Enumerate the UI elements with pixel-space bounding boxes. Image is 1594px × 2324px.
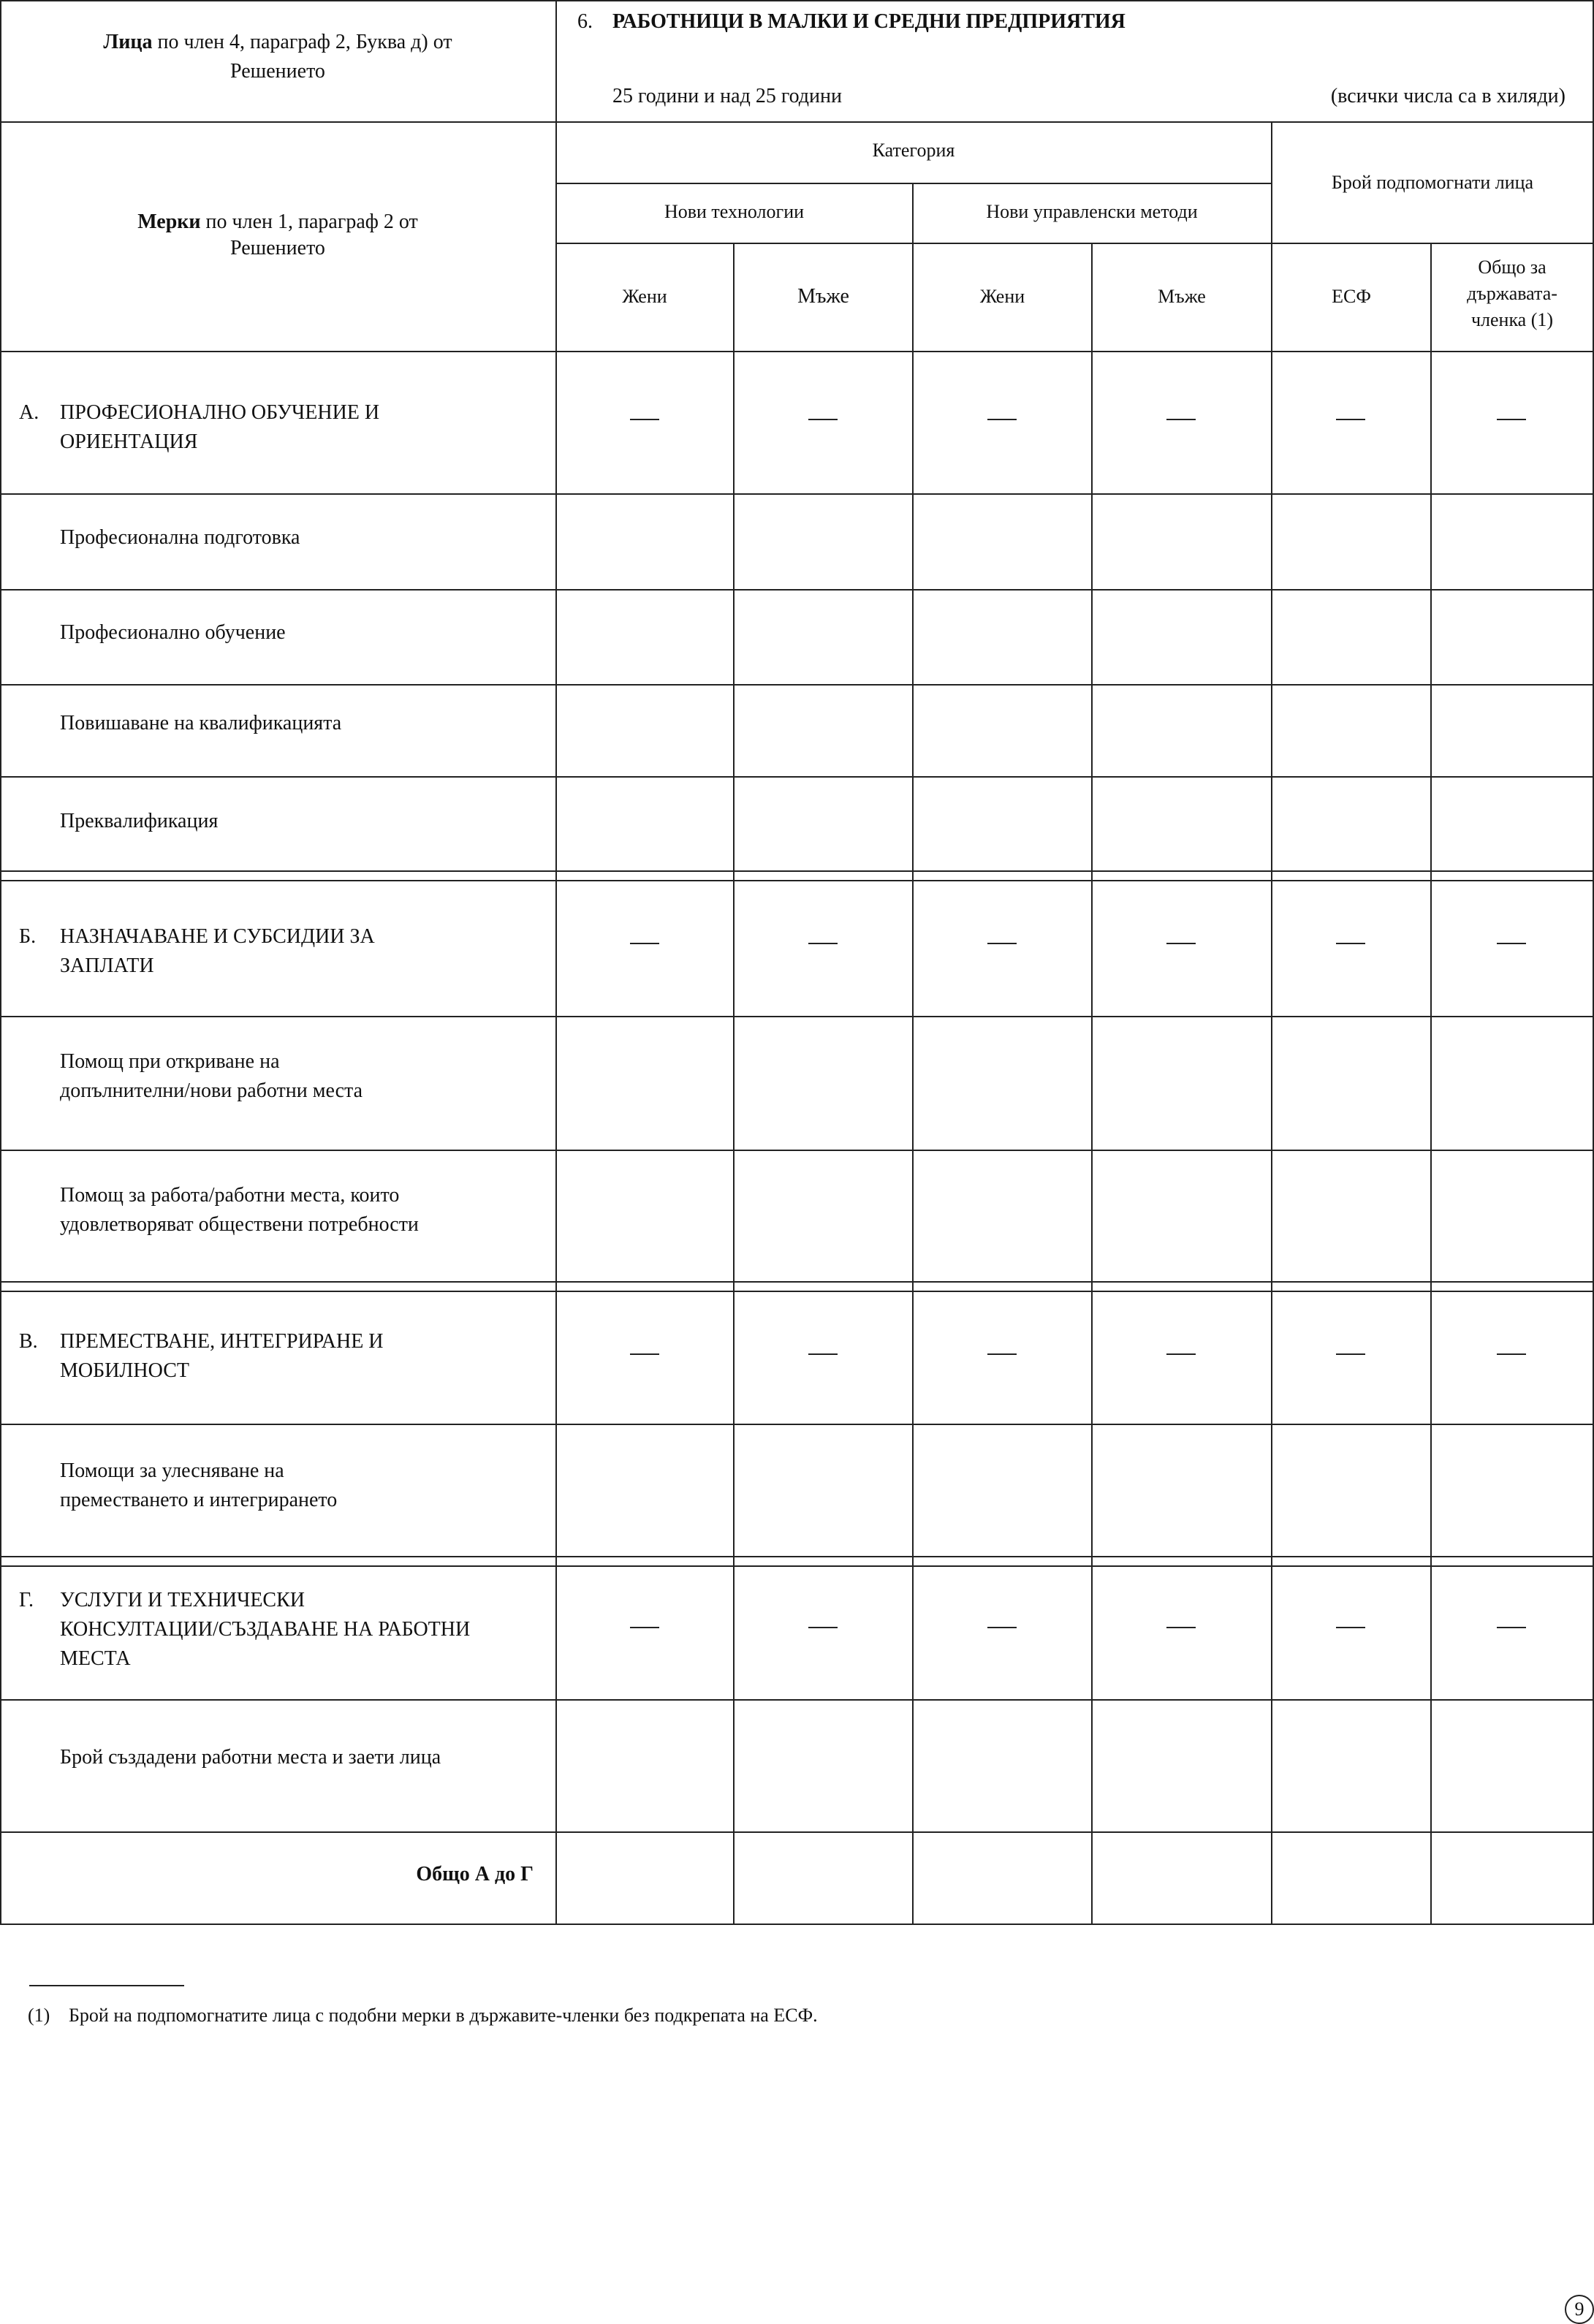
- row-divider: [0, 1831, 1594, 1833]
- section-divider: [0, 880, 1594, 881]
- empty-cell-dash: [987, 1627, 1017, 1628]
- row-divider: [0, 493, 1594, 495]
- row-divider: [0, 1699, 1594, 1701]
- row-divider: [0, 1150, 1594, 1151]
- section-divider: [0, 1281, 1594, 1283]
- empty-cell-dash: [987, 419, 1017, 420]
- row-label: Брой създадени работни места и заети лица: [60, 1746, 441, 1769]
- empty-cell-dash: [1497, 1353, 1526, 1355]
- empty-cell-dash: [1497, 419, 1526, 420]
- women-header: Жени: [979, 286, 1025, 307]
- section-heading-line2: ОРИЕНТАЦИЯ: [60, 430, 198, 453]
- total-state-header: Общо за държавата- членка (1): [1467, 257, 1557, 330]
- empty-cell-dash: [630, 1627, 659, 1628]
- persons-label: Лица по член 4, параграф 2, Буква д) от: [103, 31, 452, 53]
- section-divider: [0, 1556, 1594, 1557]
- empty-cell-dash: [1166, 1627, 1196, 1628]
- row-label: Професионална подготовка: [60, 526, 300, 549]
- empty-cell-dash: [808, 943, 838, 944]
- row-label: Преквалификация: [60, 810, 219, 832]
- empty-cell-dash: [630, 943, 659, 944]
- section-heading: НАЗНАЧАВАНЕ И СУБСИДИИ ЗА: [60, 925, 375, 948]
- total-row-label: Общо А до Г: [416, 1863, 534, 1886]
- row-divider: [0, 589, 1594, 591]
- table-border-left: [0, 0, 1, 1925]
- women-header: Жени: [622, 286, 667, 307]
- section-heading: ПРЕМЕСТВАНЕ, ИНТЕГРИРАНЕ И: [60, 1330, 384, 1353]
- section-letter: В.: [19, 1330, 38, 1353]
- row-label-line2: удовлетворяват обществени потребности: [60, 1213, 419, 1236]
- empty-cell-dash: [1336, 1353, 1365, 1355]
- column-divider: [1091, 243, 1093, 1925]
- persons-label-line2: Решението: [230, 60, 325, 83]
- section-heading-line2: МОБИЛНОСТ: [60, 1359, 189, 1382]
- row-label: Помощ при откриване на: [60, 1050, 280, 1073]
- age-group: 25 години и над 25 години: [612, 85, 843, 107]
- column-divider: [1430, 243, 1432, 1925]
- category-divider: [556, 183, 1272, 184]
- empty-cell-dash: [808, 1353, 838, 1355]
- section-divider: [0, 870, 1594, 872]
- section-letter: А.: [19, 401, 39, 424]
- table-border-bottom: [0, 1924, 1594, 1925]
- footnote-text: Брой на подпомогнатите лица с подобни мерки в държавите-членки без подкрепата на ЕСФ.: [69, 2005, 818, 2026]
- empty-cell-dash: [1336, 943, 1365, 944]
- row-label: Професионално обучение: [60, 621, 286, 644]
- section-heading-line3: МЕСТА: [60, 1647, 131, 1670]
- empty-cell-dash: [630, 1353, 659, 1355]
- empty-cell-dash: [1336, 1627, 1365, 1628]
- esf-header: ЕСФ: [1332, 286, 1371, 307]
- subcategory-divider: [556, 243, 1594, 244]
- empty-cell-dash: [1166, 943, 1196, 944]
- category-header: Категория: [872, 140, 955, 161]
- empty-cell-dash: [987, 1353, 1017, 1355]
- row-label: Повишаване на квалификацията: [60, 712, 342, 734]
- row-label: Помощ за работа/работни места, които: [60, 1184, 400, 1207]
- row-divider: [0, 1424, 1594, 1425]
- empty-cell-dash: [1166, 1353, 1196, 1355]
- section-divider: [0, 1565, 1594, 1567]
- section-number: 6.: [577, 10, 593, 33]
- new-management-header: Нови управленски методи: [986, 201, 1198, 222]
- column-header-bottom: [0, 351, 1594, 352]
- row-label-line2: преместването и интегрирането: [60, 1489, 338, 1511]
- men-header: Мъже: [797, 285, 849, 308]
- section-title: РАБОТНИЦИ В МАЛКИ И СРЕДНИ ПРЕДПРИЯТИЯ: [612, 10, 1126, 33]
- empty-cell-dash: [808, 419, 838, 420]
- empty-cell-dash: [808, 1627, 838, 1628]
- section-heading-line2: ЗАПЛАТИ: [60, 954, 154, 977]
- row-label-line2: допълнителни/нови работни места: [60, 1079, 363, 1102]
- column-divider: [733, 243, 735, 1925]
- men-header: Мъже: [1158, 286, 1206, 307]
- section-divider: [0, 1291, 1594, 1292]
- new-technologies-header: Нови технологии: [664, 201, 805, 222]
- row-divider: [0, 684, 1594, 686]
- column-divider: [912, 183, 914, 1925]
- section-letter: Б.: [19, 925, 37, 948]
- empty-cell-dash: [1497, 1627, 1526, 1628]
- supported-persons-header: Брой подпомогнати лица: [1331, 172, 1534, 193]
- empty-cell-dash: [987, 943, 1017, 944]
- empty-cell-dash: [1497, 943, 1526, 944]
- measures-label-line2: Решението: [230, 237, 325, 259]
- empty-cell-dash: [1336, 419, 1365, 420]
- section-heading-line2: КОНСУЛТАЦИИ/СЪЗДАВАНЕ НА РАБОТНИ: [60, 1618, 471, 1641]
- row-divider: [0, 776, 1594, 778]
- section-heading: ПРОФЕСИОНАЛНО ОБУЧЕНИЕ И: [60, 401, 380, 424]
- column-divider: [1271, 121, 1272, 1925]
- table-border-top: [0, 0, 1594, 1]
- section-heading: УСЛУГИ И ТЕХНИЧЕСКИ: [60, 1589, 305, 1611]
- header-divider: [0, 121, 1594, 123]
- units-note: (всички числа са в хиляди): [1330, 85, 1565, 107]
- empty-cell-dash: [630, 419, 659, 420]
- empty-cell-dash: [1166, 419, 1196, 420]
- page-number: 9: [1565, 2295, 1594, 2324]
- measures-label: Мерки по член 1, параграф 2 от: [137, 210, 418, 233]
- footnote-rule: [29, 1985, 184, 1986]
- section-letter: Г.: [19, 1589, 34, 1611]
- row-label: Помощи за улесняване на: [60, 1459, 284, 1482]
- footnote-marker: (1): [28, 2005, 50, 2026]
- row-divider: [0, 1016, 1594, 1017]
